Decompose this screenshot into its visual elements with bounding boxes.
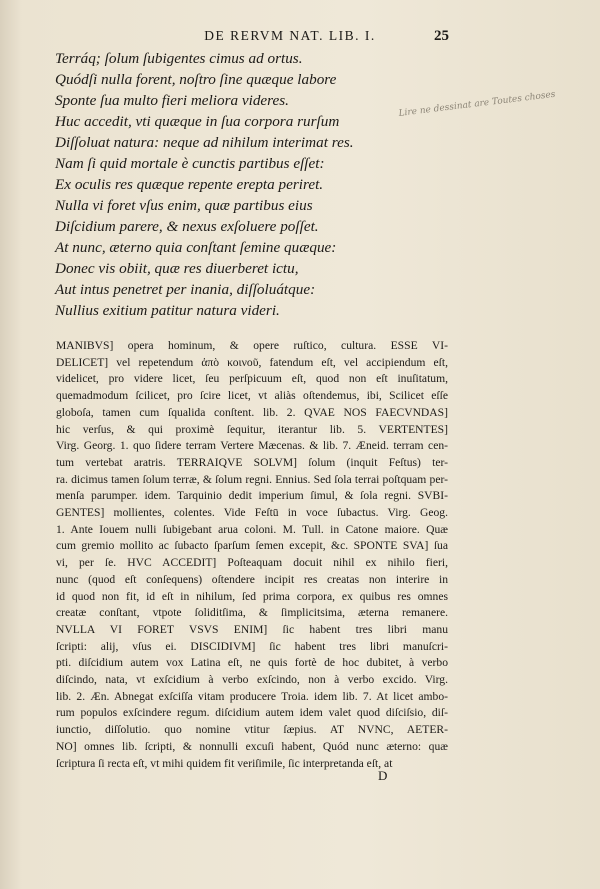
verse-line: Aut intus penetret per inania, diſſoluátque: [55,281,316,298]
verse-line: Nullius exitium patitur natura videri. [55,302,280,319]
commentary-line: pti. diſcidium autem vox Latina eſt, ne quis fortè de hoc dubitet, à verbo [56,656,448,670]
commentary-line: ra. dicimus tamen ſolum terræ, & ſolum regni. Ennius. Sed ſola terrai poſtquam per- [56,472,448,486]
commentary-line: lib. 2. Æn. Abnegat exſciſſa vitam producere Troia. idem lib. 7. At licet ambo- [56,689,448,703]
commentary-line: globoſa, tamen cum ſqualida conſtent. lib. 2. QVAE NOS FAECVNDAS] [56,405,448,419]
verse-line: Ex oculis res quæque repente erepta periret. [55,176,324,193]
verse-line: At nunc, æterno quia conſtant ſemine quæque: [55,239,337,256]
commentary-line: vi, per ſe. HVC ACCEDIT] Poſteaquam docuit nihil ex nihilo fieri, [56,556,448,570]
commentary-line: MANIBVS] opera hominum, & opere ruſtico, cultura. ESSE VI- [56,339,448,352]
commentary-line: iunctio, diſſolutio. quo nomine vtitur ſæpius. AT NVNC, AETER- [56,723,448,737]
commentary-line: tum vertebat aratris. TERRAIQVE SOLVM] ſolum (inquit Feſtus) ter- [56,455,448,469]
commentary-line: creatæ conſtant, vtpote ſoliditſima, & ſimplicitsima, æterna remanere. [56,606,448,620]
commentary-line: rum populos exſcindere regum. diſcidium autem idem valet quod diſciſsio, diſ- [56,706,448,720]
commentary-line: NVLLA VI FORET VSVS ENIM] ſic habent tres libri manu [56,622,448,636]
commentary-line: DELICET] vel repetendum ἀπὸ κοινοῦ, fatendum eſt, vel accipiendum eſt, [56,355,448,369]
commentary-line: quemadmodum ſcilicet, pro ſcire licet, vt aliàs oſtendemus, ibi, Scilicet eſſe [56,389,448,403]
running-title: DE RERVM NAT. LIB. I. [204,28,376,43]
verse-line: Diſſoluat natura: neque ad nihilum interimat res. [55,134,354,151]
commentary-line: cum gremio mollito ac ſubacto ſparſum ſemen excepit, &c. SPONTE SVA] ſua [56,539,448,553]
verse-line: Quódſi nulla forent, noſtro ſine quæque labore [55,71,337,88]
commentary-line: GENTES] mollientes, colentes. Vide Feſtū in voce ſubactus. Virg. Geog. [56,506,448,520]
commentary-line: menſa parumper. idem. Tarquinio dedit imperium ſimul, & ſola regni. SVBI- [56,489,448,503]
verse-line: Terráq; ſolum ſubigentes cimus ad ortus. [55,50,303,67]
commentary-line: diſcindo, nata, vt exſcidium à verbo exſcindo, non à verbo excido. Virg. [56,673,448,687]
verse-line: Nam ſi quid mortale è cunctis partibus eſſet: [55,155,325,172]
commentary-line: ſcripti: alij, vſus ei. DISCIDIVM] ſic habent tres libri manuſcri- [56,639,448,653]
commentary-line: videlicet, pro videre licet, ſeu perſpicuum eſt, quod non eſt inuſitatum, [56,372,448,386]
signature-mark: D [378,768,388,783]
page-number: 25 [434,28,449,44]
commentary-line: hic verſus, & qui proximè ſequitur, iterantur lib. 5. VERTENTES] [56,422,448,436]
commentary-block [56,338,448,772]
commentary-line: ſcriptura ſi recta eſt, vt mihi quidem fit veriſimile, ſic interpretanda eſt, at [56,756,393,770]
verse-line: Huc accedit, vti quæque in ſua corpora rurſum [55,113,340,130]
verse-block [55,48,375,321]
commentary-line: id quod non fit, id eſt in nihilum, ſed prima corpora, ex quibus res omnes [56,589,448,603]
verse-line: Nulla vi foret vſus enim, quæ partibus eius [55,197,313,214]
commentary-line: Virg. Georg. 1. quo ſidere terram Vertere Mæcenas. & lib. 7. Æneid. terram cen- [56,439,448,453]
commentary-line: nunc (quod eſt conſequens) oſtendere incipit res creatas non interire in [56,572,448,586]
commentary-line: NO] omnes lib. ſcripti, & nonnulli excuſi habent, Quód nunc æterno: quæ [56,739,448,753]
handwritten-marginal-note: Lire ne dessinat are Toutes choses [398,89,556,119]
verse-line: Sponte ſua multo fieri meliora videres. [55,92,289,109]
commentary-line: 1. Ante Iouem nulli ſubigebant arua coloni. M. Tull. in Catone maiore. Quæ [56,522,448,536]
verse-line: Donec vis obiit, quæ res diuerberet ictu, [55,260,299,277]
verse-line: Diſcidium parere, & nexus exſoluere poſſet. [55,218,319,235]
